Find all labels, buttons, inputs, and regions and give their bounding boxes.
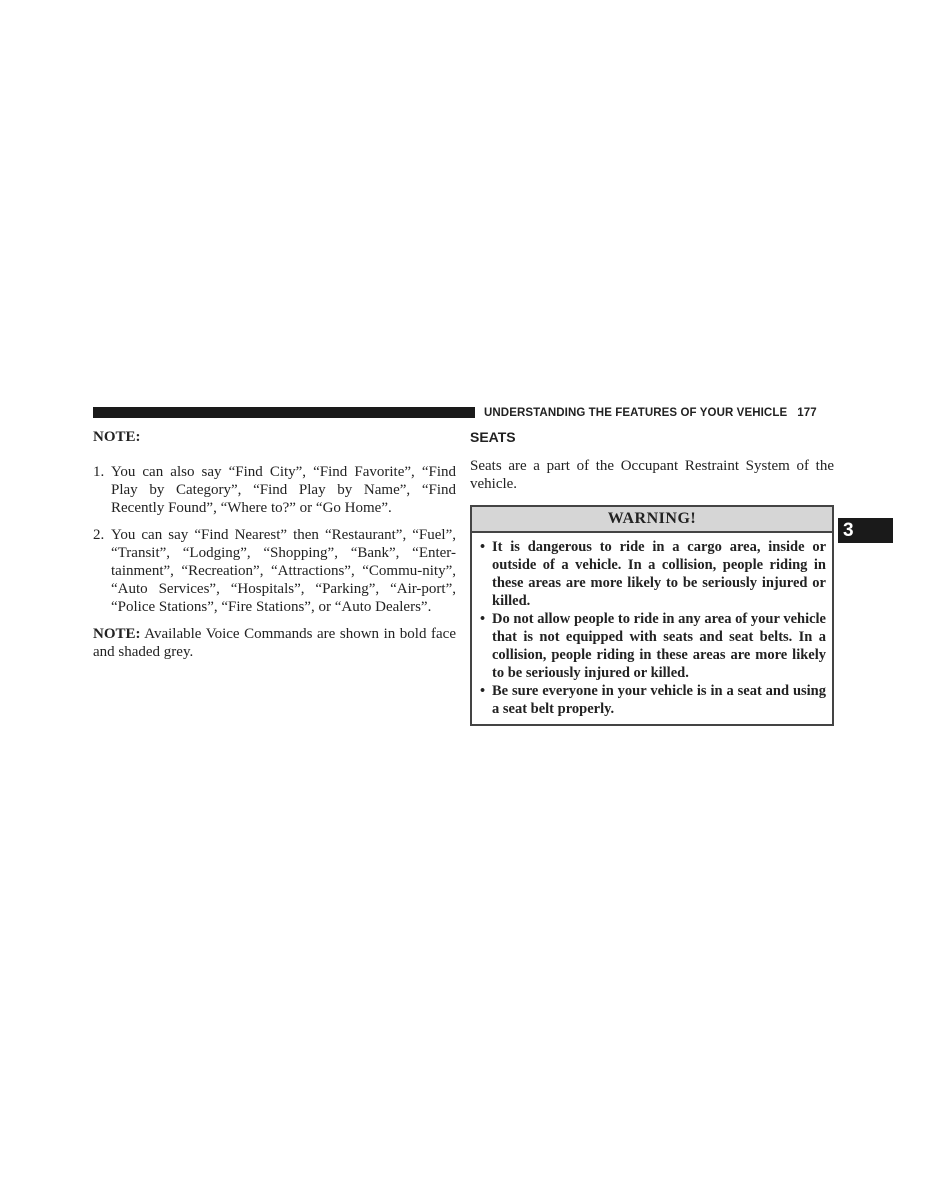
bullet-icon: •: [480, 611, 486, 627]
header-rule: [93, 407, 475, 418]
warning-text: Do not allow people to ride in any area of your vehicle that is not equipped with seats and seat belts. In a collision, people riding in these areas are more likely to be seriously injured or killed.: [492, 611, 826, 681]
step-item: [93, 463, 456, 517]
step-number: 1.: [93, 464, 105, 480]
warning-item: [480, 538, 826, 610]
right-column: [470, 428, 834, 726]
warning-text: Be sure everyone in your vehicle is in a seat and using a seat belt properly.: [492, 683, 826, 717]
voice-command-steps: [93, 463, 456, 616]
running-head-title: UNDERSTANDING THE FEATURES OF YOUR VEHICLE: [484, 407, 788, 419]
bullet-icon: •: [480, 539, 486, 555]
note-label: NOTE:: [93, 626, 141, 642]
step-text: You can say “Find Nearest” then “Restaurant”, “Fuel”, “Transit”, “Lodging”, “Shopping”, “Bank”, “Enter-tainment”, “Recreation”, “Attractions”, “Commu-nity”, “Auto Services”, “Hospitals”, “Parking”, “Air-port”, “Police Stations”, “Fire Stations”, or “Auto Dealers”.: [111, 527, 456, 615]
warning-title: WARNING!: [472, 507, 832, 533]
warning-box: [470, 505, 834, 726]
warning-item: [480, 610, 826, 682]
step-text: You can also say “Find City”, “Find Favorite”, “Find Play by Category”, “Find Play by Name”, “Find Recently Found”, “Where to?” or “Go Home”.: [111, 464, 456, 516]
section-title: SEATS: [470, 429, 516, 445]
step-item: [93, 526, 456, 616]
page-number: 177: [797, 407, 817, 419]
note-paragraph: [93, 625, 456, 661]
warning-list: [472, 533, 832, 724]
warning-item: [480, 682, 826, 718]
running-head: [484, 405, 834, 421]
note-text: Available Voice Commands are shown in bold face and shaded grey.: [93, 626, 456, 660]
left-column: [93, 428, 456, 661]
bullet-icon: •: [480, 683, 486, 699]
chapter-tab: 3: [838, 518, 893, 543]
section-intro: Seats are a part of the Occupant Restraint System of the vehicle.: [470, 458, 834, 492]
step-number: 2.: [93, 527, 105, 543]
note-heading: NOTE:: [93, 429, 141, 445]
warning-text: It is dangerous to ride in a cargo area, inside or outside of a vehicle. In a collision, people riding in these areas are more likely to be seriously injured or killed.: [492, 539, 826, 609]
